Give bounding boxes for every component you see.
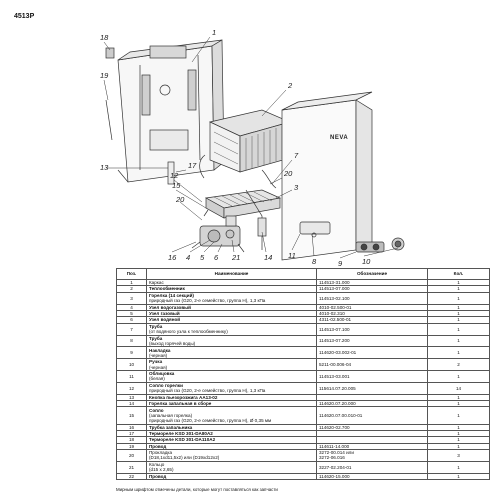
callout-number: 3 <box>294 183 299 192</box>
cell-code: 114513-31.000 <box>317 280 428 286</box>
cell-position: 16 <box>117 424 147 430</box>
cell-name <box>147 407 317 424</box>
cell-position: 8 <box>117 335 147 347</box>
cell-position: 12 <box>117 382 147 394</box>
cell-code: 3227-02.204-01 <box>317 461 428 473</box>
part-name: Труба <box>149 335 163 341</box>
table-row <box>117 323 490 335</box>
part-detail: (от водяного узла к теплообменнику) <box>149 329 228 335</box>
burner-part <box>204 190 280 218</box>
part-name: Провод <box>149 473 167 479</box>
cell-quantity: 1 <box>428 437 490 443</box>
part-detail: (черная) <box>149 352 168 358</box>
cell-code: 114620-03.002-01 <box>317 347 428 359</box>
callout-number: 13 <box>100 163 109 172</box>
cell-quantity: 1 <box>428 400 490 406</box>
cell-position: 20 <box>117 450 147 462</box>
part-detail: природный газ (G20, 2-е семейство, группа H), 1,3 кПа <box>149 298 266 304</box>
cell-position: 11 <box>117 370 147 382</box>
cell-code: 114611-14.000 <box>317 443 428 449</box>
part-detail: природный газ (G20, 2-е семейство, группа H), 1,3 кПа <box>149 388 266 394</box>
callout-number: 7 <box>294 151 299 160</box>
part-name: Облицовка <box>149 371 175 377</box>
cell-quantity: 14 <box>428 382 490 394</box>
cell-code: 114620-15.000 <box>317 473 428 479</box>
cell-position: 9 <box>117 347 147 359</box>
cell-name <box>147 292 317 304</box>
table-row <box>117 359 490 371</box>
column-header-name: Наименование <box>147 269 317 280</box>
parts-table <box>116 268 490 480</box>
part-name: Накладка <box>149 347 171 353</box>
cell-position: 4 <box>117 304 147 310</box>
cell-quantity: 1 <box>428 304 490 310</box>
cell-code: 114620.07.00.010-01 <box>317 407 428 424</box>
cell-quantity: 1 <box>428 430 490 436</box>
callout-number: 4 <box>186 253 191 262</box>
callout-number: 2 <box>288 81 293 90</box>
table-row <box>117 382 490 394</box>
table-row <box>117 335 490 347</box>
callout-number: 12 <box>170 171 179 180</box>
table-row <box>117 450 490 462</box>
part-name: Теплообменник <box>149 286 185 292</box>
cell-code: 3272-00.014 или 3272-06.016 <box>317 450 428 462</box>
gas-water-unit-part <box>192 216 244 252</box>
front-casing-part <box>282 92 372 260</box>
cell-position: 2 <box>117 286 147 292</box>
cell-position: 17 <box>117 430 147 436</box>
heat-exchanger-part <box>200 110 290 188</box>
part-name: Трубка запальника <box>149 424 193 430</box>
parts-table-body <box>117 280 490 480</box>
cell-position: 5 <box>117 310 147 316</box>
table-row <box>117 347 490 359</box>
part-detail: (запальная горелка) природный газ (G20, 2-е семейство, группа H), Ø 0,35 мм <box>149 412 272 423</box>
table-header-row <box>117 269 490 280</box>
cell-quantity: 1 <box>428 280 490 286</box>
cell-name <box>147 370 317 382</box>
callout-number: 6 <box>214 253 219 262</box>
cell-quantity: 1 <box>428 335 490 347</box>
part-name: Горелка запальная в сборе <box>149 401 212 407</box>
callout-number: 8 <box>312 257 317 266</box>
part-name: Провод <box>149 443 167 449</box>
part-name: Каркас <box>149 280 164 286</box>
cell-name <box>147 359 317 371</box>
table-row <box>117 407 490 424</box>
part-detail: (черная) <box>149 364 168 370</box>
callout-number: 10 <box>362 257 371 266</box>
cell-quantity: 1 <box>428 323 490 335</box>
cell-position: 15 <box>117 407 147 424</box>
part-name: Труба <box>149 323 163 329</box>
cell-code: 114513-02.100 <box>317 292 428 304</box>
column-header-quantity: Кол. <box>428 269 490 280</box>
cell-quantity: 2 <box>428 359 490 371</box>
part-name: Узел водяной <box>149 317 181 323</box>
table-row <box>117 370 490 382</box>
cell-quantity: 3 <box>428 450 490 462</box>
column-header-code: Обозначение <box>317 269 428 280</box>
callout-number: 21 <box>232 253 241 262</box>
cell-name <box>147 450 317 462</box>
callout-number: 14 <box>264 253 273 262</box>
cell-code: 4010-02.500-01 <box>317 304 428 310</box>
cell-position: 10 <box>117 359 147 371</box>
part-name: Кольцо <box>149 462 165 468</box>
cell-code: 114513-03.001 <box>317 370 428 382</box>
cell-name <box>147 473 317 479</box>
callout-number: 1 <box>212 28 217 37</box>
part-detail: (d15 x 2,65) <box>149 467 174 473</box>
footnote: Мирным шрифтом отмечены детали, которые могут поставляться как запчасти <box>116 487 278 492</box>
callout-number: 16 <box>168 253 177 262</box>
cell-code: 4311-02.500-01 <box>317 317 428 323</box>
part-detail: (выход горячей воды) <box>149 340 196 346</box>
brand-label: NEVA <box>330 135 349 141</box>
cell-position: 1 <box>117 280 147 286</box>
part-name: Термореле KSD 301-DA110A2 <box>149 437 216 443</box>
part-name: Кнопка пьезорозжига АА13-02 <box>149 394 218 400</box>
cell-name <box>147 335 317 347</box>
cell-code: 5211-00.006-04 <box>317 359 428 371</box>
cell-quantity: 1 <box>428 424 490 430</box>
cell-name <box>147 461 317 473</box>
cell-code: 114513-07.200 <box>317 335 428 347</box>
cell-quantity: 1 <box>428 310 490 316</box>
callout-number: 19 <box>100 71 109 80</box>
callout-number: 15 <box>172 181 181 190</box>
callout-number: 20 <box>176 195 185 204</box>
cell-code: 114513-07.100 <box>317 323 428 335</box>
part-name: Термореле KSD 301-DA80A2 <box>149 430 213 436</box>
cell-quantity: 1 <box>428 443 490 449</box>
cell-position: 6 <box>117 317 147 323</box>
cell-quantity: 1 <box>428 370 490 382</box>
exploded-view-diagram <box>0 20 500 268</box>
part-name: Узел водогазовый <box>149 304 191 310</box>
callout-number: 18 <box>100 33 109 42</box>
cell-position: 3 <box>117 292 147 304</box>
part-name: Прокладка <box>149 450 173 456</box>
cell-position: 21 <box>117 461 147 473</box>
cell-position: 14 <box>117 400 147 406</box>
part-name: Горелка (14 секций) <box>149 292 194 298</box>
cell-position: 7 <box>117 323 147 335</box>
part-name: Узел газовый <box>149 311 180 317</box>
frame-part <box>106 40 224 182</box>
cell-quantity: 1 <box>428 347 490 359</box>
part-detail: (D18,1хd11,5х2) или (D19хd12х2) <box>149 455 220 461</box>
table-row <box>117 473 490 479</box>
cell-quantity: 1 <box>428 292 490 304</box>
cell-quantity: 1 <box>428 394 490 400</box>
callout-number: 20 <box>284 169 293 178</box>
part-detail: (белая) <box>149 376 165 382</box>
column-header-position: Поз. <box>117 269 147 280</box>
cell-code: 114513-07.000 <box>317 286 428 292</box>
part-name: Ручка <box>149 359 163 365</box>
part-name: Сопло горелки <box>149 382 183 388</box>
cell-position: 19 <box>117 443 147 449</box>
cell-name <box>147 347 317 359</box>
cell-quantity: 1 <box>428 473 490 479</box>
cell-quantity: 1 <box>428 286 490 292</box>
cell-name <box>147 323 317 335</box>
cell-quantity: 1 <box>428 461 490 473</box>
cell-code: 115614.07.20.005 <box>317 382 428 394</box>
cell-code: 114620.07.20.000 <box>317 400 428 406</box>
table-row <box>117 292 490 304</box>
table-row <box>117 461 490 473</box>
callout-number: 11 <box>288 251 296 260</box>
cell-quantity: 1 <box>428 317 490 323</box>
cell-code: 114620-02.700 <box>317 424 428 430</box>
part-name: Сопло <box>149 407 164 413</box>
cell-name <box>147 382 317 394</box>
callout-number: 5 <box>200 253 205 262</box>
model-code: 4513P <box>14 13 35 20</box>
cell-quantity: 1 <box>428 407 490 424</box>
callout-number: 17 <box>188 161 197 170</box>
callout-number: 9 <box>338 259 343 268</box>
cell-position: 18 <box>117 437 147 443</box>
cell-position: 13 <box>117 394 147 400</box>
cell-position: 22 <box>117 473 147 479</box>
cell-code: 4010-02.310 <box>317 310 428 316</box>
